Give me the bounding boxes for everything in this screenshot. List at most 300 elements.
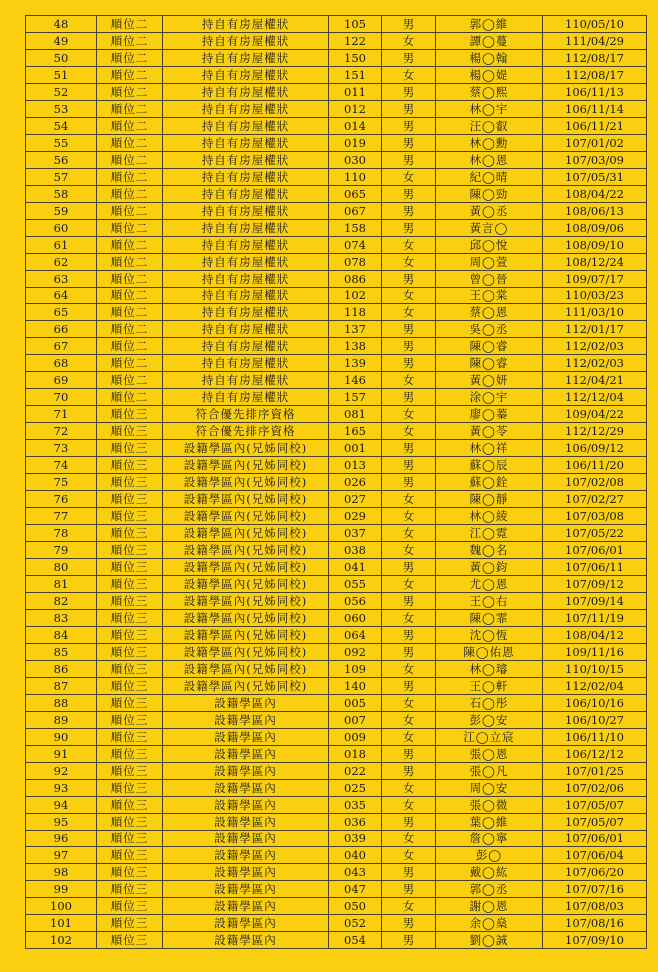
applicant-code-cell: 038 <box>329 542 382 559</box>
priority-category-cell: 順位三 <box>97 406 163 423</box>
applicant-name-cell: 林◯祥 <box>436 440 543 457</box>
applicant-name-cell: 彭◯安 <box>436 711 543 728</box>
row-number-cell: 96 <box>26 830 97 847</box>
qualification-condition-cell: 持自有房屋權狀 <box>163 355 329 372</box>
qualification-condition-cell: 持自有房屋權狀 <box>163 185 329 202</box>
applicant-code-cell: 165 <box>329 423 382 440</box>
applicant-name-cell: 陳◯佑恩 <box>436 643 543 660</box>
qualification-condition-cell: 持自有房屋權狀 <box>163 49 329 66</box>
birth-date-cell: 107/05/31 <box>543 168 647 185</box>
applicant-sex-cell: 女 <box>382 847 436 864</box>
priority-category-cell: 順位三 <box>97 575 163 592</box>
applicant-code-cell: 067 <box>329 202 382 219</box>
table-row <box>26 660 647 677</box>
applicant-sex-cell: 男 <box>382 915 436 932</box>
applicant-name-cell: 黃◯妍 <box>436 372 543 389</box>
qualification-condition-cell: 持自有房屋權狀 <box>163 100 329 117</box>
row-number-cell: 66 <box>26 321 97 338</box>
applicant-code-cell: 014 <box>329 117 382 134</box>
priority-category-cell: 順位二 <box>97 117 163 134</box>
applicant-sex-cell: 女 <box>382 694 436 711</box>
applicant-name-cell: 江◯霓 <box>436 525 543 542</box>
table-row <box>26 677 647 694</box>
applicant-name-cell: 林◯恩 <box>436 151 543 168</box>
qualification-condition-cell: 符合優先排序資格 <box>163 423 329 440</box>
applicant-sex-cell: 女 <box>382 236 436 253</box>
birth-date-cell: 112/08/17 <box>543 66 647 83</box>
applicant-sex-cell: 男 <box>382 117 436 134</box>
row-number-cell: 60 <box>26 219 97 236</box>
row-number-cell: 69 <box>26 372 97 389</box>
qualification-condition-cell: 設籍學區內 <box>163 898 329 915</box>
priority-category-cell: 順位三 <box>97 525 163 542</box>
applicant-name-cell: 郭◯丞 <box>436 881 543 898</box>
birth-date-cell: 107/01/25 <box>543 762 647 779</box>
qualification-condition-cell: 持自有房屋權狀 <box>163 287 329 304</box>
row-number-cell: 56 <box>26 151 97 168</box>
table-row <box>26 236 647 253</box>
applicant-code-cell: 081 <box>329 406 382 423</box>
row-number-cell: 99 <box>26 881 97 898</box>
birth-date-cell: 107/06/01 <box>543 830 647 847</box>
qualification-condition-cell: 設籍學區內(兄姊同校) <box>163 508 329 525</box>
applicant-sex-cell: 男 <box>382 474 436 491</box>
qualification-condition-cell: 設籍學區內(兄姊同校) <box>163 491 329 508</box>
priority-category-cell: 順位二 <box>97 389 163 406</box>
table-row <box>26 270 647 287</box>
applicant-sex-cell: 女 <box>382 796 436 813</box>
birth-date-cell: 107/06/01 <box>543 542 647 559</box>
qualification-condition-cell: 持自有房屋權狀 <box>163 338 329 355</box>
birth-date-cell: 107/09/12 <box>543 575 647 592</box>
priority-category-cell: 順位三 <box>97 779 163 796</box>
row-number-cell: 79 <box>26 542 97 559</box>
priority-category-cell: 順位三 <box>97 559 163 576</box>
qualification-condition-cell: 持自有房屋權狀 <box>163 304 329 321</box>
birth-date-cell: 112/04/21 <box>543 372 647 389</box>
row-number-cell: 68 <box>26 355 97 372</box>
priority-category-cell: 順位三 <box>97 762 163 779</box>
qualification-condition-cell: 設籍學區內(兄姊同校) <box>163 559 329 576</box>
table-row <box>26 932 647 949</box>
birth-date-cell: 106/11/10 <box>543 728 647 745</box>
table-row <box>26 847 647 864</box>
applicant-code-cell: 043 <box>329 864 382 881</box>
birth-date-cell: 110/05/10 <box>543 16 647 33</box>
qualification-condition-cell: 設籍學區內(兄姊同校) <box>163 643 329 660</box>
applicant-code-cell: 110 <box>329 168 382 185</box>
applicant-code-cell: 025 <box>329 779 382 796</box>
qualification-condition-cell: 設籍學區內(兄姊同校) <box>163 440 329 457</box>
qualification-condition-cell: 設籍學區內(兄姊同校) <box>163 592 329 609</box>
birth-date-cell: 110/03/23 <box>543 287 647 304</box>
applicant-code-cell: 054 <box>329 932 382 949</box>
table-row <box>26 287 647 304</box>
row-number-cell: 54 <box>26 117 97 134</box>
table-row <box>26 83 647 100</box>
applicant-name-cell: 涂◯宇 <box>436 389 543 406</box>
priority-category-cell: 順位二 <box>97 134 163 151</box>
priority-category-cell: 順位三 <box>97 592 163 609</box>
applicant-code-cell: 105 <box>329 16 382 33</box>
applicant-sex-cell: 女 <box>382 253 436 270</box>
row-number-cell: 75 <box>26 474 97 491</box>
qualification-condition-cell: 設籍學區內 <box>163 813 329 830</box>
row-number-cell: 95 <box>26 813 97 830</box>
table-row <box>26 168 647 185</box>
applicant-sex-cell: 男 <box>382 881 436 898</box>
row-number-cell: 83 <box>26 609 97 626</box>
table-row <box>26 66 647 83</box>
row-number-cell: 77 <box>26 508 97 525</box>
birth-date-cell: 107/02/06 <box>543 779 647 796</box>
qualification-condition-cell: 設籍學區內 <box>163 864 329 881</box>
qualification-condition-cell: 持自有房屋權狀 <box>163 219 329 236</box>
applicant-sex-cell: 男 <box>382 134 436 151</box>
qualification-condition-cell: 設籍學區內(兄姊同校) <box>163 457 329 474</box>
priority-category-cell: 順位三 <box>97 847 163 864</box>
applicant-name-cell: 林◯勳 <box>436 134 543 151</box>
applicant-name-cell: 蘇◯銓 <box>436 474 543 491</box>
birth-date-cell: 112/08/17 <box>543 49 647 66</box>
row-number-cell: 49 <box>26 32 97 49</box>
birth-date-cell: 108/06/13 <box>543 202 647 219</box>
birth-date-cell: 107/09/14 <box>543 592 647 609</box>
priority-category-cell: 順位二 <box>97 338 163 355</box>
applicant-name-cell: 黃言◯ <box>436 219 543 236</box>
applicant-name-cell: 譚◯蔓 <box>436 32 543 49</box>
table-row <box>26 542 647 559</box>
applicant-name-cell: 蔡◯熙 <box>436 83 543 100</box>
qualification-condition-cell: 持自有房屋權狀 <box>163 389 329 406</box>
priority-category-cell: 順位三 <box>97 609 163 626</box>
qualification-condition-cell: 持自有房屋權狀 <box>163 236 329 253</box>
applicant-code-cell: 109 <box>329 660 382 677</box>
applicant-code-cell: 047 <box>329 881 382 898</box>
row-number-cell: 63 <box>26 270 97 287</box>
table-row <box>26 474 647 491</box>
row-number-cell: 67 <box>26 338 97 355</box>
applicant-code-cell: 030 <box>329 151 382 168</box>
applicant-name-cell: 石◯彤 <box>436 694 543 711</box>
birth-date-cell: 110/10/15 <box>543 660 647 677</box>
qualification-condition-cell: 設籍學區內(兄姊同校) <box>163 626 329 643</box>
applicant-sex-cell: 男 <box>382 864 436 881</box>
applicant-sex-cell: 女 <box>382 525 436 542</box>
applicant-code-cell: 157 <box>329 389 382 406</box>
applicant-code-cell: 013 <box>329 457 382 474</box>
applicant-name-cell: 劉◯誠 <box>436 932 543 949</box>
applicant-name-cell: 張◯凡 <box>436 762 543 779</box>
priority-category-cell: 順位二 <box>97 100 163 117</box>
applicant-code-cell: 027 <box>329 491 382 508</box>
priority-category-cell: 順位三 <box>97 932 163 949</box>
applicant-name-cell: 廖◯蓁 <box>436 406 543 423</box>
applicant-name-cell: 郭◯維 <box>436 16 543 33</box>
applicant-code-cell: 151 <box>329 66 382 83</box>
applicant-sex-cell: 男 <box>382 813 436 830</box>
table-row <box>26 185 647 202</box>
birth-date-cell: 112/12/29 <box>543 423 647 440</box>
birth-date-cell: 107/07/16 <box>543 881 647 898</box>
applicant-name-cell: 魏◯名 <box>436 542 543 559</box>
qualification-condition-cell: 持自有房屋權狀 <box>163 32 329 49</box>
qualification-condition-cell: 持自有房屋權狀 <box>163 83 329 100</box>
table-row <box>26 151 647 168</box>
qualification-condition-cell: 持自有房屋權狀 <box>163 117 329 134</box>
row-number-cell: 74 <box>26 457 97 474</box>
applicant-code-cell: 065 <box>329 185 382 202</box>
applicant-sex-cell: 女 <box>382 423 436 440</box>
row-number-cell: 61 <box>26 236 97 253</box>
priority-category-cell: 順位三 <box>97 660 163 677</box>
applicant-sex-cell: 男 <box>382 270 436 287</box>
priority-category-cell: 順位三 <box>97 796 163 813</box>
priority-category-cell: 順位二 <box>97 168 163 185</box>
table-row <box>26 491 647 508</box>
birth-date-cell: 109/11/16 <box>543 643 647 660</box>
qualification-condition-cell: 設籍學區內(兄姊同校) <box>163 660 329 677</box>
applicant-code-cell: 036 <box>329 813 382 830</box>
applicant-sex-cell: 男 <box>382 355 436 372</box>
applicant-name-cell: 彭◯ <box>436 847 543 864</box>
row-number-cell: 88 <box>26 694 97 711</box>
birth-date-cell: 111/04/29 <box>543 32 647 49</box>
table-row <box>26 898 647 915</box>
table-row <box>26 389 647 406</box>
birth-date-cell: 106/12/12 <box>543 745 647 762</box>
birth-date-cell: 112/02/04 <box>543 677 647 694</box>
birth-date-cell: 108/09/06 <box>543 219 647 236</box>
row-number-cell: 51 <box>26 66 97 83</box>
applicant-code-cell: 092 <box>329 643 382 660</box>
table-row <box>26 117 647 134</box>
applicant-code-cell: 005 <box>329 694 382 711</box>
qualification-condition-cell: 設籍學區內(兄姊同校) <box>163 677 329 694</box>
row-number-cell: 59 <box>26 202 97 219</box>
row-number-cell: 52 <box>26 83 97 100</box>
applicant-sex-cell: 男 <box>382 338 436 355</box>
qualification-condition-cell: 持自有房屋權狀 <box>163 151 329 168</box>
row-number-cell: 90 <box>26 728 97 745</box>
applicant-name-cell: 王◯棠 <box>436 287 543 304</box>
qualification-condition-cell: 持自有房屋權狀 <box>163 134 329 151</box>
table-row <box>26 728 647 745</box>
priority-category-cell: 順位二 <box>97 287 163 304</box>
birth-date-cell: 106/10/16 <box>543 694 647 711</box>
table-row <box>26 202 647 219</box>
applicant-sex-cell: 女 <box>382 168 436 185</box>
birth-date-cell: 107/08/03 <box>543 898 647 915</box>
priority-category-cell: 順位三 <box>97 626 163 643</box>
table-row <box>26 592 647 609</box>
applicant-code-cell: 022 <box>329 762 382 779</box>
row-number-cell: 84 <box>26 626 97 643</box>
applicant-sex-cell: 女 <box>382 660 436 677</box>
birth-date-cell: 106/11/21 <box>543 117 647 134</box>
table-row <box>26 423 647 440</box>
birth-date-cell: 107/09/10 <box>543 932 647 949</box>
row-number-cell: 98 <box>26 864 97 881</box>
birth-date-cell: 112/02/03 <box>543 338 647 355</box>
table-row <box>26 372 647 389</box>
row-number-cell: 89 <box>26 711 97 728</box>
row-number-cell: 53 <box>26 100 97 117</box>
row-number-cell: 91 <box>26 745 97 762</box>
priority-category-cell: 順位三 <box>97 881 163 898</box>
row-number-cell: 100 <box>26 898 97 915</box>
qualification-condition-cell: 設籍學區內 <box>163 779 329 796</box>
applicant-sex-cell: 女 <box>382 830 436 847</box>
table-row <box>26 864 647 881</box>
applicant-name-cell: 林◯璿 <box>436 660 543 677</box>
birth-date-cell: 107/05/07 <box>543 813 647 830</box>
priority-category-cell: 順位三 <box>97 711 163 728</box>
birth-date-cell: 107/01/02 <box>543 134 647 151</box>
table-row <box>26 32 647 49</box>
applicant-sex-cell: 男 <box>382 185 436 202</box>
applicant-name-cell: 江◯立宸 <box>436 728 543 745</box>
table-row <box>26 796 647 813</box>
applicant-name-cell: 王◯軒 <box>436 677 543 694</box>
birth-date-cell: 111/03/10 <box>543 304 647 321</box>
applicant-sex-cell: 男 <box>382 389 436 406</box>
birth-date-cell: 107/05/07 <box>543 796 647 813</box>
priority-category-cell: 順位二 <box>97 16 163 33</box>
row-number-cell: 93 <box>26 779 97 796</box>
applicant-code-cell: 055 <box>329 575 382 592</box>
applicant-name-cell: 楊◯翰 <box>436 49 543 66</box>
priority-category-cell: 順位三 <box>97 474 163 491</box>
qualification-condition-cell: 設籍學區內(兄姊同校) <box>163 542 329 559</box>
table-row <box>26 304 647 321</box>
qualification-condition-cell: 設籍學區內 <box>163 847 329 864</box>
priority-category-cell: 順位二 <box>97 49 163 66</box>
applicant-sex-cell: 男 <box>382 321 436 338</box>
row-number-cell: 76 <box>26 491 97 508</box>
birth-date-cell: 107/11/19 <box>543 609 647 626</box>
applicant-sex-cell: 男 <box>382 592 436 609</box>
applicant-code-cell: 039 <box>329 830 382 847</box>
applicant-sex-cell: 男 <box>382 151 436 168</box>
qualification-condition-cell: 持自有房屋權狀 <box>163 66 329 83</box>
priority-category-cell: 順位二 <box>97 236 163 253</box>
qualification-condition-cell: 設籍學區內(兄姊同校) <box>163 474 329 491</box>
applicant-code-cell: 138 <box>329 338 382 355</box>
applicant-name-cell: 余◯燊 <box>436 915 543 932</box>
applicant-code-cell: 035 <box>329 796 382 813</box>
applicant-sex-cell: 女 <box>382 372 436 389</box>
priority-category-cell: 順位三 <box>97 542 163 559</box>
row-number-cell: 48 <box>26 16 97 33</box>
priority-category-cell: 順位二 <box>97 372 163 389</box>
table-row <box>26 134 647 151</box>
row-number-cell: 80 <box>26 559 97 576</box>
priority-category-cell: 順位二 <box>97 202 163 219</box>
applicant-name-cell: 張◯恩 <box>436 745 543 762</box>
table-row <box>26 711 647 728</box>
priority-category-cell: 順位二 <box>97 270 163 287</box>
applicant-sex-cell: 男 <box>382 219 436 236</box>
birth-date-cell: 107/02/08 <box>543 474 647 491</box>
birth-date-cell: 107/06/20 <box>543 864 647 881</box>
birth-date-cell: 108/12/24 <box>543 253 647 270</box>
applicant-name-cell: 戴◯紘 <box>436 864 543 881</box>
priority-category-cell: 順位二 <box>97 304 163 321</box>
table-row <box>26 440 647 457</box>
applicant-sex-cell: 女 <box>382 304 436 321</box>
applicant-sex-cell: 男 <box>382 440 436 457</box>
qualification-condition-cell: 設籍學區內 <box>163 796 329 813</box>
birth-date-cell: 106/11/13 <box>543 83 647 100</box>
qualification-condition-cell: 設籍學區內(兄姊同校) <box>163 575 329 592</box>
row-number-cell: 58 <box>26 185 97 202</box>
priority-category-cell: 順位二 <box>97 151 163 168</box>
applicant-code-cell: 018 <box>329 745 382 762</box>
priority-category-cell: 順位三 <box>97 915 163 932</box>
table-row <box>26 559 647 576</box>
table-row <box>26 253 647 270</box>
applicant-code-cell: 001 <box>329 440 382 457</box>
priority-category-cell: 順位三 <box>97 677 163 694</box>
applicant-sex-cell: 男 <box>382 677 436 694</box>
qualification-condition-cell: 設籍學區內(兄姊同校) <box>163 609 329 626</box>
applicant-code-cell: 137 <box>329 321 382 338</box>
table-row <box>26 508 647 525</box>
applicant-name-cell: 周◯萱 <box>436 253 543 270</box>
priority-category-cell: 順位三 <box>97 813 163 830</box>
applicant-sex-cell: 女 <box>382 287 436 304</box>
table-row <box>26 745 647 762</box>
applicant-sex-cell: 男 <box>382 626 436 643</box>
applicant-code-cell: 150 <box>329 49 382 66</box>
applicant-name-cell: 詹◯寧 <box>436 830 543 847</box>
applicant-name-cell: 黃◯丞 <box>436 202 543 219</box>
priority-category-cell: 順位二 <box>97 355 163 372</box>
applicant-name-cell: 曾◯晉 <box>436 270 543 287</box>
priority-category-cell: 順位三 <box>97 457 163 474</box>
priority-category-cell: 順位二 <box>97 83 163 100</box>
table-row <box>26 609 647 626</box>
applicant-sex-cell: 女 <box>382 508 436 525</box>
birth-date-cell: 112/02/03 <box>543 355 647 372</box>
birth-date-cell: 108/04/22 <box>543 185 647 202</box>
birth-date-cell: 107/03/09 <box>543 151 647 168</box>
applicant-code-cell: 009 <box>329 728 382 745</box>
birth-date-cell: 109/04/22 <box>543 406 647 423</box>
row-number-cell: 87 <box>26 677 97 694</box>
row-number-cell: 57 <box>26 168 97 185</box>
row-number-cell: 94 <box>26 796 97 813</box>
row-number-cell: 92 <box>26 762 97 779</box>
applicant-sex-cell: 女 <box>382 66 436 83</box>
qualification-condition-cell: 設籍學區內 <box>163 711 329 728</box>
applicant-code-cell: 139 <box>329 355 382 372</box>
priority-category-cell: 順位二 <box>97 321 163 338</box>
priority-category-cell: 順位二 <box>97 253 163 270</box>
applicant-code-cell: 086 <box>329 270 382 287</box>
table-row <box>26 830 647 847</box>
qualification-condition-cell: 持自有房屋權狀 <box>163 270 329 287</box>
row-number-cell: 86 <box>26 660 97 677</box>
applicant-sex-cell: 女 <box>382 609 436 626</box>
row-number-cell: 55 <box>26 134 97 151</box>
priority-category-cell: 順位三 <box>97 728 163 745</box>
priority-category-cell: 順位三 <box>97 830 163 847</box>
qualification-condition-cell: 設籍學區內 <box>163 830 329 847</box>
table-row <box>26 100 647 117</box>
applicant-sex-cell: 男 <box>382 745 436 762</box>
